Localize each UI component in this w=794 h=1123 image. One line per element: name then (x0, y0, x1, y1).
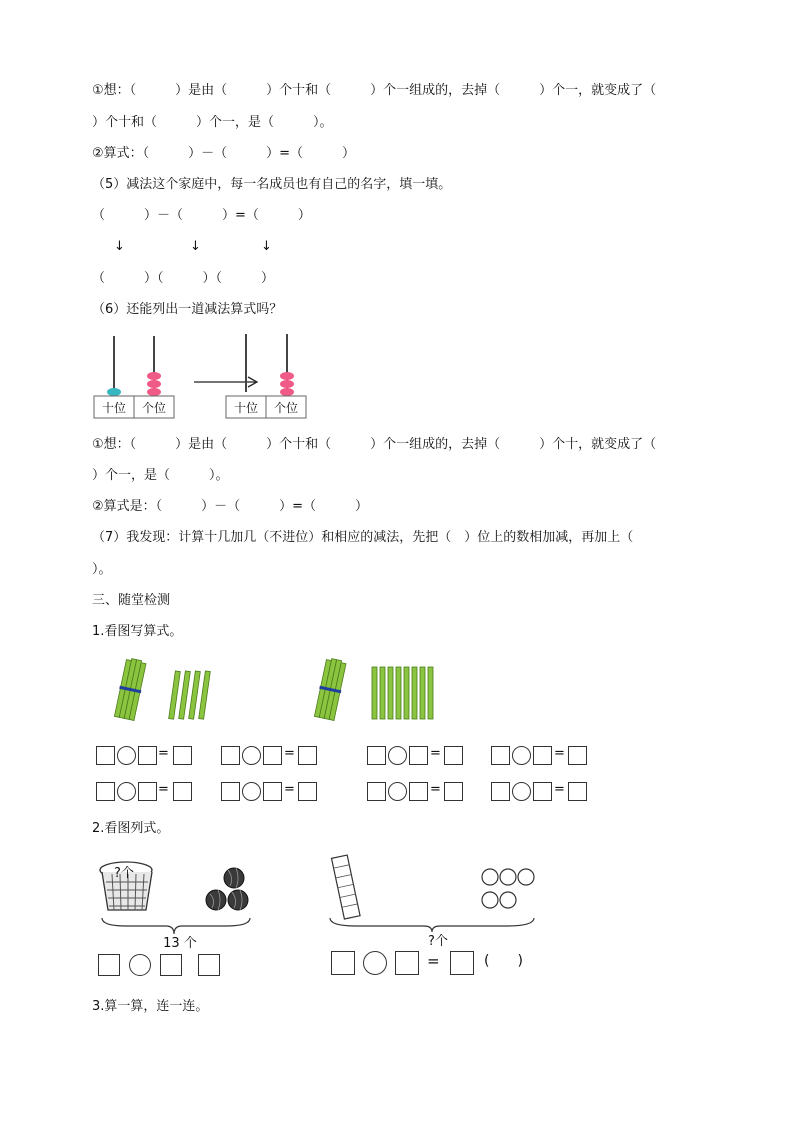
equals-sign: = (158, 782, 169, 797)
equals-sign: = (427, 952, 440, 970)
operator-circle[interactable] (388, 746, 407, 765)
answer-box[interactable] (409, 782, 428, 801)
answer-box[interactable] (160, 954, 182, 976)
circles-figure (326, 852, 540, 932)
answer-box[interactable] (98, 954, 120, 976)
arrow-2: ↓ (190, 239, 201, 254)
think-line-2: ①想：（ ）是由（ ）个十和（ ）个一组成的，去掉（ ）个十，就变成了（ (92, 437, 657, 452)
discovery-line: （7）我发现：计算十几加几（不进位）和相应的减法，先把（ ）位上的数相加减，再加上（ (92, 530, 634, 545)
question-1-title: 1.看图写算式。 (92, 624, 183, 639)
unit-paren[interactable]: ( ) (484, 953, 523, 969)
formula-line-2: ②算式是：（ ）－（ ）=（ ） (92, 499, 369, 514)
operator-circle[interactable] (242, 782, 261, 801)
answer-box[interactable] (491, 782, 510, 801)
tens-label-right: 十位 (233, 401, 258, 415)
family-equation: （ ）－（ ）=（ ） (92, 208, 311, 223)
answer-box[interactable] (138, 782, 157, 801)
tens-label-left: 十位 (101, 401, 126, 415)
equals-sign: = (554, 746, 565, 761)
ones-label-right: 个位 (273, 401, 298, 415)
sticks-figure (110, 655, 450, 725)
stick-bundle-icon-2 (313, 657, 347, 720)
formula-line-1: ②算式：（ ）－（ ）=（ ） (92, 146, 356, 161)
operator-circle[interactable] (363, 951, 387, 975)
answer-box[interactable] (568, 782, 587, 801)
equals-sign: = (430, 782, 441, 797)
section-5-title: （5）减法这个家庭中，每一名成员也有自己的名字，填一填。 (92, 177, 452, 192)
equals-sign: = (554, 782, 565, 797)
answer-box[interactable] (221, 782, 240, 801)
section-6-title: （6）还能列出一道减法算式吗？ (92, 302, 283, 317)
answer-box[interactable] (491, 746, 510, 765)
answer-box[interactable] (367, 746, 386, 765)
answer-box[interactable] (173, 746, 192, 765)
question-2-title: 2.看图列式。 (92, 821, 170, 836)
discovery-line-cont: ）。 (92, 562, 112, 577)
watermelon-icon (206, 868, 248, 910)
answer-box[interactable] (96, 782, 115, 801)
arrow-1: ↓ (114, 239, 125, 254)
equals-sign: = (430, 746, 441, 761)
answer-box[interactable] (444, 746, 463, 765)
four-sticks-icon (169, 671, 211, 719)
answer-box[interactable] (173, 782, 192, 801)
answer-box[interactable] (263, 782, 282, 801)
family-names: （ ）（ ）（ ） (92, 271, 275, 286)
question-3-title: 3.算一算，连一连。 (92, 999, 209, 1014)
ones-label-left: 个位 (141, 401, 166, 415)
think-line-1: ①想：（ ）是由（ ）个十和（ ）个一组成的，去掉（ ）个一，就变成了（ (92, 83, 657, 98)
operator-circle[interactable] (129, 954, 151, 976)
operator-circle[interactable] (388, 782, 407, 801)
answer-box[interactable] (367, 782, 386, 801)
answer-box[interactable] (331, 951, 355, 975)
answer-box[interactable] (96, 746, 115, 765)
operator-circle[interactable] (117, 746, 136, 765)
answer-box[interactable] (533, 746, 552, 765)
ten-stick-icon (332, 855, 361, 919)
equals-sign: = (158, 746, 169, 761)
answer-box[interactable] (263, 746, 282, 765)
basket-count-label: ?个 (114, 866, 134, 881)
stick-bundle-icon (113, 657, 147, 720)
eight-sticks-icon (372, 667, 433, 719)
answer-box[interactable] (395, 951, 419, 975)
answer-box[interactable] (298, 746, 317, 765)
think-line-2-cont: ）个一，是（ ）。 (92, 468, 229, 483)
total-label-unknown: ?个 (428, 934, 448, 949)
answer-box[interactable] (221, 746, 240, 765)
total-label-13: 13 个 (163, 936, 197, 951)
bead-tens (107, 388, 121, 396)
answer-box[interactable] (533, 782, 552, 801)
operator-circle[interactable] (117, 782, 136, 801)
answer-box[interactable] (298, 782, 317, 801)
operator-circle[interactable] (242, 746, 261, 765)
answer-box[interactable] (444, 782, 463, 801)
operator-circle[interactable] (512, 746, 531, 765)
answer-box[interactable] (450, 951, 474, 975)
think-line-1-cont: ）个十和（ ）个一，是（ ）。 (92, 115, 333, 130)
operator-circle[interactable] (512, 782, 531, 801)
section-3-title: 三、随堂检测 (92, 593, 171, 608)
answer-box[interactable] (568, 746, 587, 765)
arrow-3: ↓ (261, 239, 272, 254)
equals-sign: = (284, 782, 295, 797)
answer-box[interactable] (138, 746, 157, 765)
answer-box[interactable] (198, 954, 220, 976)
equals-sign: = (284, 746, 295, 761)
answer-box[interactable] (409, 746, 428, 765)
